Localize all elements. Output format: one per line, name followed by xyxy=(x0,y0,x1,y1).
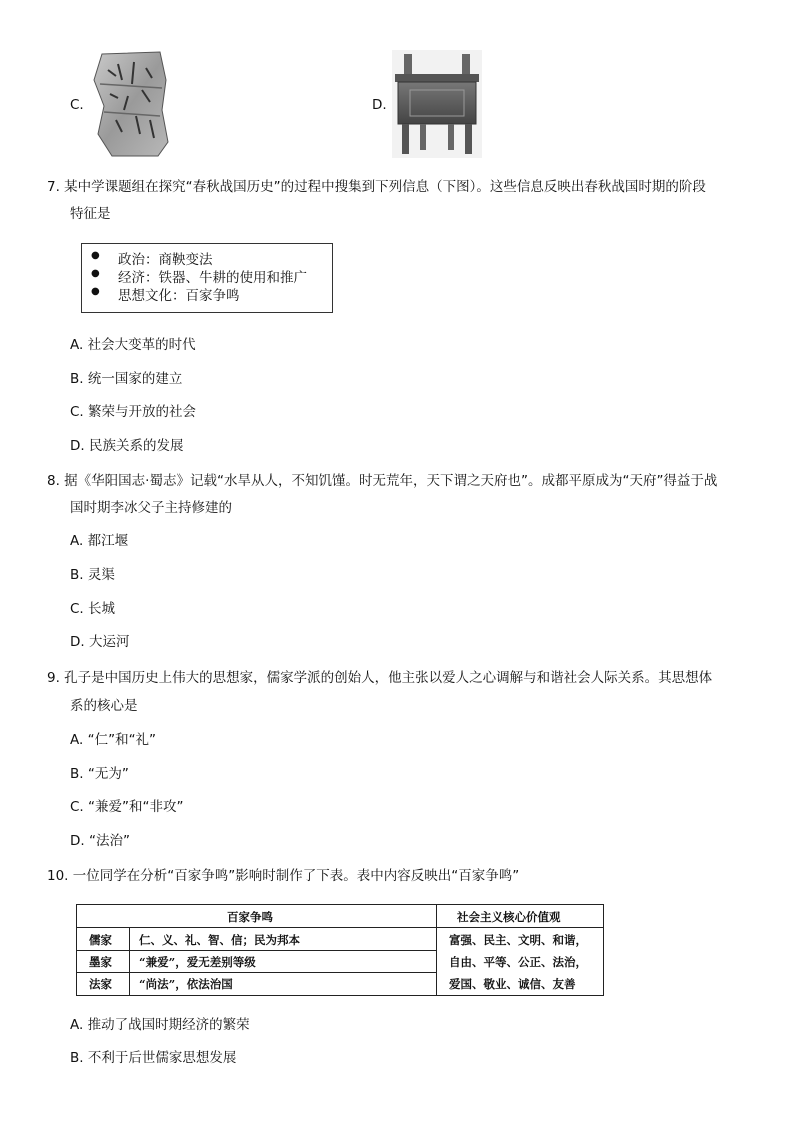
q9-option-c[interactable]: C. “兼爱”和“非攻” xyxy=(70,799,184,815)
bullet-icon: ● xyxy=(91,268,100,279)
info-item: 经济：铁器、牛耕的使用和推广 xyxy=(118,270,307,286)
table-values-line: 自由、平等、公正、法治， xyxy=(449,955,587,969)
q10-option-b[interactable]: B. 不利于后世儒家思想发展 xyxy=(70,1050,237,1066)
info-item: 思想文化：百家争鸣 xyxy=(118,288,240,304)
q10-comparison-table xyxy=(76,904,604,996)
bronze-ding-image xyxy=(390,50,484,158)
q7-option-d[interactable]: D. 民族关系的发展 xyxy=(70,438,184,454)
option-c-label[interactable]: C. xyxy=(70,97,84,113)
table-values-line: 爱国、敬业、诚信、友善 xyxy=(449,977,576,991)
table-idea-cell: 仁、义、礼、智、信；民为邦本 xyxy=(139,933,300,947)
table-idea-cell: “兼爱”，爱无差别等级 xyxy=(139,955,256,969)
option-d-label[interactable]: D. xyxy=(372,97,387,113)
q7-info-box xyxy=(81,243,333,313)
q9-option-a[interactable]: A. “仁”和“礼” xyxy=(70,732,157,748)
q9-stem-line2: 系的核心是 xyxy=(70,698,138,714)
table-school-cell: 法家 xyxy=(89,977,112,991)
q9-stem-line1: 9. 孔子是中国历史上伟大的思想家，儒家学派的创始人，他主张以爱人之心调解与和谐社会人际关系。其思想体 xyxy=(47,670,713,686)
table-school-cell: 墨家 xyxy=(89,955,112,969)
q8-option-a[interactable]: A. 都江堰 xyxy=(70,533,129,549)
q9-option-d[interactable]: D. “法治” xyxy=(70,833,130,849)
q7-stem-line2: 特征是 xyxy=(70,206,111,222)
q8-option-b[interactable]: B. 灵渠 xyxy=(70,567,115,583)
q10-option-a[interactable]: A. 推动了战国时期经济的繁荣 xyxy=(70,1017,250,1033)
q7-stem-line1: 7. 某中学课题组在探究“春秋战国历史”的过程中搜集到下列信息（下图）。这些信息反映出春秋战国时期的阶段 xyxy=(47,179,706,195)
bullet-icon: ● xyxy=(91,250,100,261)
q7-option-c[interactable]: C. 繁荣与开放的社会 xyxy=(70,404,197,420)
q8-option-d[interactable]: D. 大运河 xyxy=(70,634,130,650)
q8-stem-line2: 国时期李冰父子主持修建的 xyxy=(70,500,232,516)
bullet-icon: ● xyxy=(91,286,100,297)
table-values-line: 富强、民主、文明、和谐， xyxy=(449,933,587,947)
q10-stem-line1: 10. 一位同学在分析“百家争鸣”影响时制作了下表。表中内容反映出“百家争鸣” xyxy=(47,868,520,884)
oracle-bone-image xyxy=(88,50,174,158)
q8-stem-line1: 8. 据《华阳国志·蜀志》记载“水旱从人，不知饥馑。时无荒年，天下谓之天府也”。成都平原成为“天府”得益于战 xyxy=(47,473,718,489)
q8-option-c[interactable]: C. 长城 xyxy=(70,601,116,617)
q7-option-b[interactable]: B. 统一国家的建立 xyxy=(70,371,183,387)
table-header-schools: 百家争鸣 xyxy=(227,910,273,924)
info-item: 政治：商鞅变法 xyxy=(118,252,213,268)
q7-option-a[interactable]: A. 社会大变革的时代 xyxy=(70,337,196,353)
q9-option-b[interactable]: B. “无为” xyxy=(70,766,129,782)
table-school-cell: 儒家 xyxy=(89,933,112,947)
table-header-values: 社会主义核心价值观 xyxy=(457,910,561,924)
table-idea-cell: “尚法”，依法治国 xyxy=(139,977,233,991)
